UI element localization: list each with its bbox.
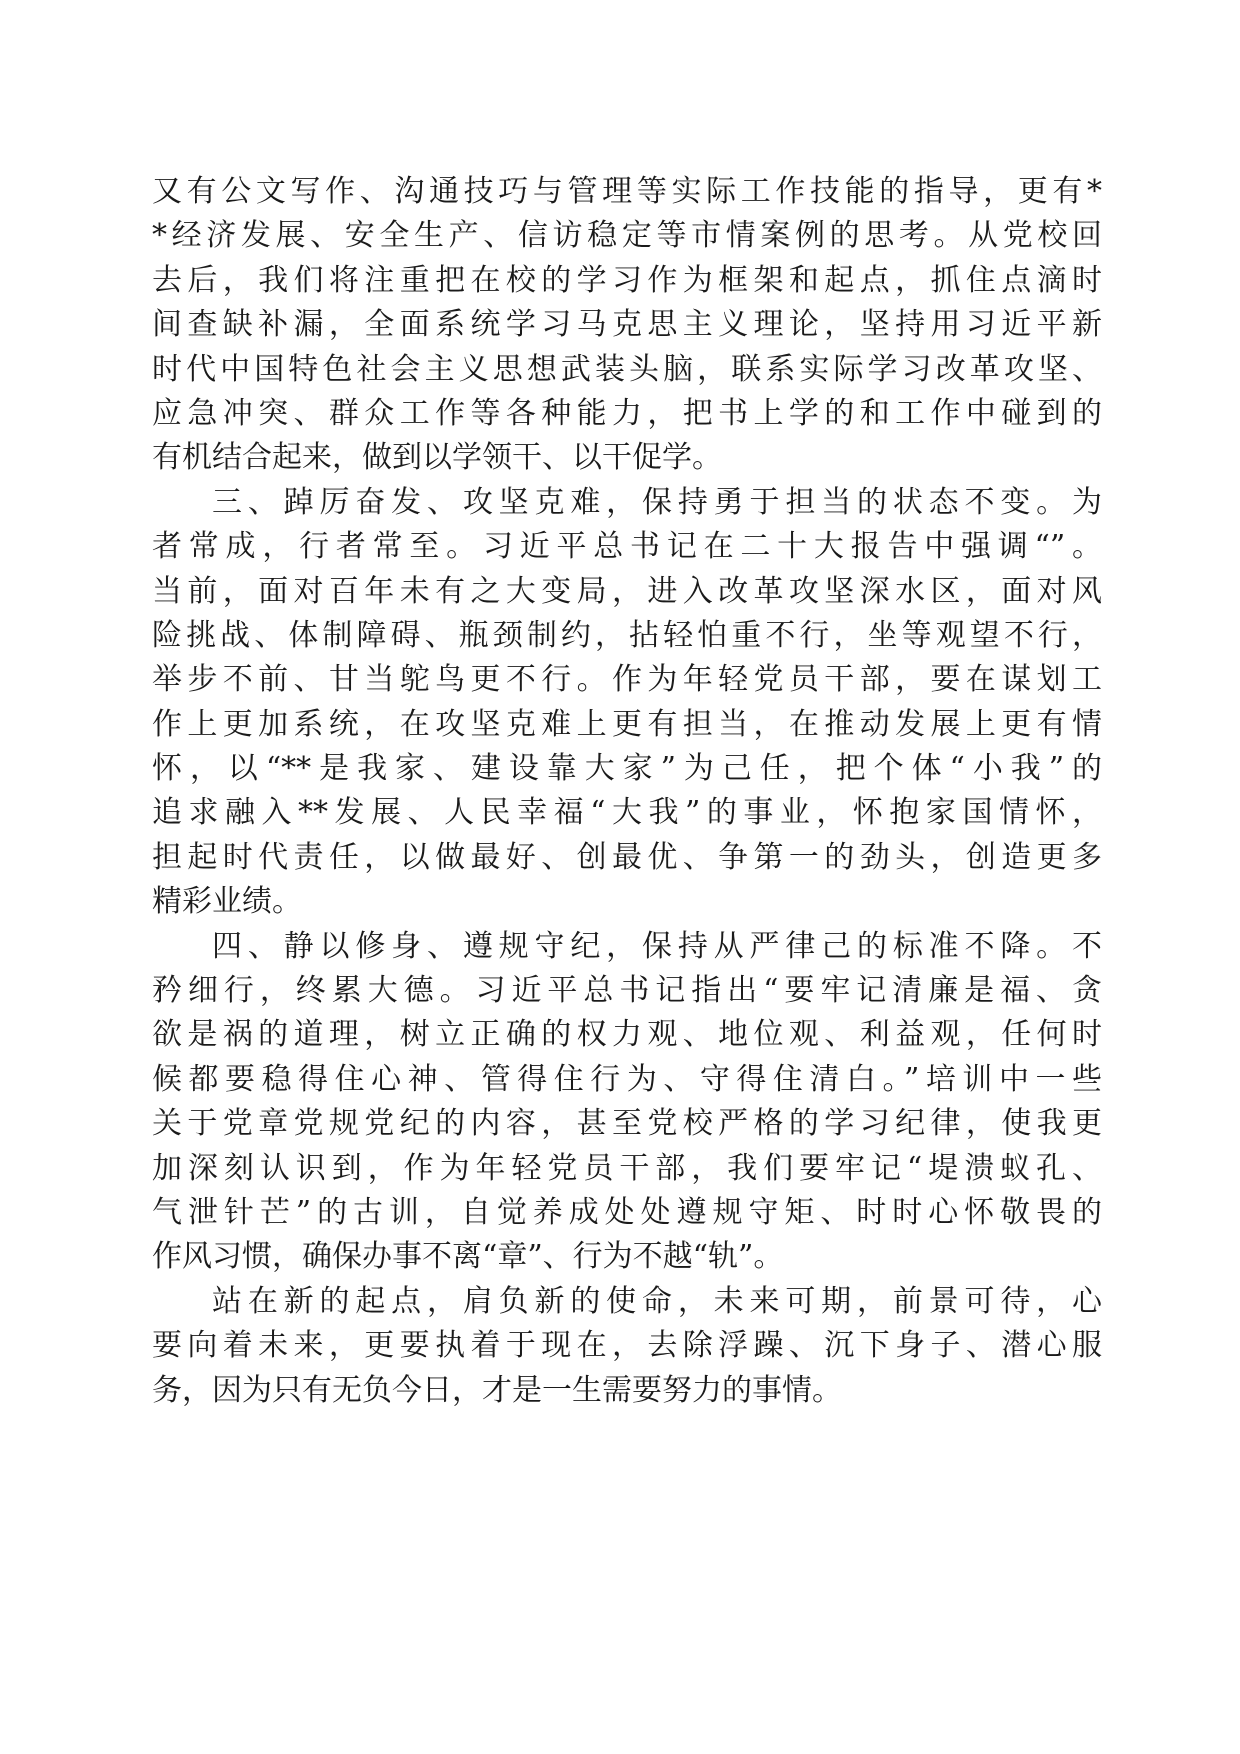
text-line: 追求融入**发展、人民幸福“大我”的事业，怀抱家国情怀， [152, 795, 1102, 831]
text-line: 作风习惯，确保办事不离“章”、行为不越“轨”。 [152, 1239, 784, 1275]
paragraph-first-line: 三、踔厉奋发、攻坚克难，保持勇于担当的状态不变。为 [212, 484, 1102, 520]
text-line: 候都要稳得住心神、管得住行为、守得住清白。”培训中一些 [152, 1061, 1102, 1097]
paragraph-first-line: 站在新的起点，肩负新的使命，未来可期，前景可待，心 [212, 1283, 1102, 1319]
text-line: 有机结合起来，做到以学领干、以干促学。 [152, 440, 722, 476]
text-line: 关于党章党规党纪的内容，甚至党校严格的学习纪律，使我更 [152, 1106, 1102, 1142]
text-line: 矜细行，终累大德。习近平总书记指出“要牢记清廉是福、贪 [152, 973, 1102, 1009]
text-line: 气泄针芒”的古训，自觉养成处处遵规守矩、时时心怀敬畏的 [152, 1194, 1102, 1230]
text-line: 当前，面对百年未有之大变局，进入改革攻坚深水区，面对风 [152, 573, 1102, 609]
text-line: 时代中国特色社会主义思想武装头脑，联系实际学习改革攻坚、 [152, 351, 1102, 387]
text-line: 举步不前、甘当鸵鸟更不行。作为年轻党员干部，要在谋划工 [152, 662, 1102, 698]
document-body [152, 170, 1102, 1413]
text-line: *经济发展、安全生产、信访稳定等市情案例的思考。从党校回 [152, 218, 1102, 254]
paragraph-first-line: 四、静以修身、遵规守纪，保持从严律己的标准不降。不 [212, 928, 1102, 964]
text-line: 欲是祸的道理，树立正确的权力观、地位观、利益观，任何时 [152, 1017, 1102, 1053]
text-line: 险挑战、体制障碍、瓶颈制约，拈轻怕重不行，坐等观望不行， [152, 617, 1102, 653]
text-line: 又有公文写作、沟通技巧与管理等实际工作技能的指导，更有* [152, 174, 1102, 209]
text-line: 加深刻认识到，作为年轻党员干部，我们要牢记“堤溃蚁孔、 [152, 1150, 1102, 1186]
text-line: 要向着未来，更要执着于现在，去除浮躁、沉下身子、潜心服 [152, 1328, 1102, 1364]
text-line: 作上更加系统，在攻坚克难上更有担当，在推动发展上更有情 [152, 706, 1102, 742]
text-line: 精彩业绩。 [152, 884, 302, 920]
text-line: 担起时代责任，以做最好、创最优、争第一的劲头，创造更多 [152, 839, 1102, 875]
text-line: 间查缺补漏，全面系统学习马克思主义理论，坚持用习近平新 [152, 307, 1102, 343]
text-line: 者常成，行者常至。习近平总书记在二十大报告中强调“”。 [152, 529, 1102, 565]
text-line: 应急冲突、群众工作等各种能力，把书上学的和工作中碰到的 [152, 395, 1102, 431]
text-line: 怀，以“**是我家、建设靠大家”为己任，把个体“小我”的 [152, 751, 1102, 787]
text-line: 务，因为只有无负今日，才是一生需要努力的事情。 [152, 1372, 842, 1408]
text-line: 去后，我们将注重把在校的学习作为框架和起点，抓住点滴时 [152, 262, 1102, 298]
